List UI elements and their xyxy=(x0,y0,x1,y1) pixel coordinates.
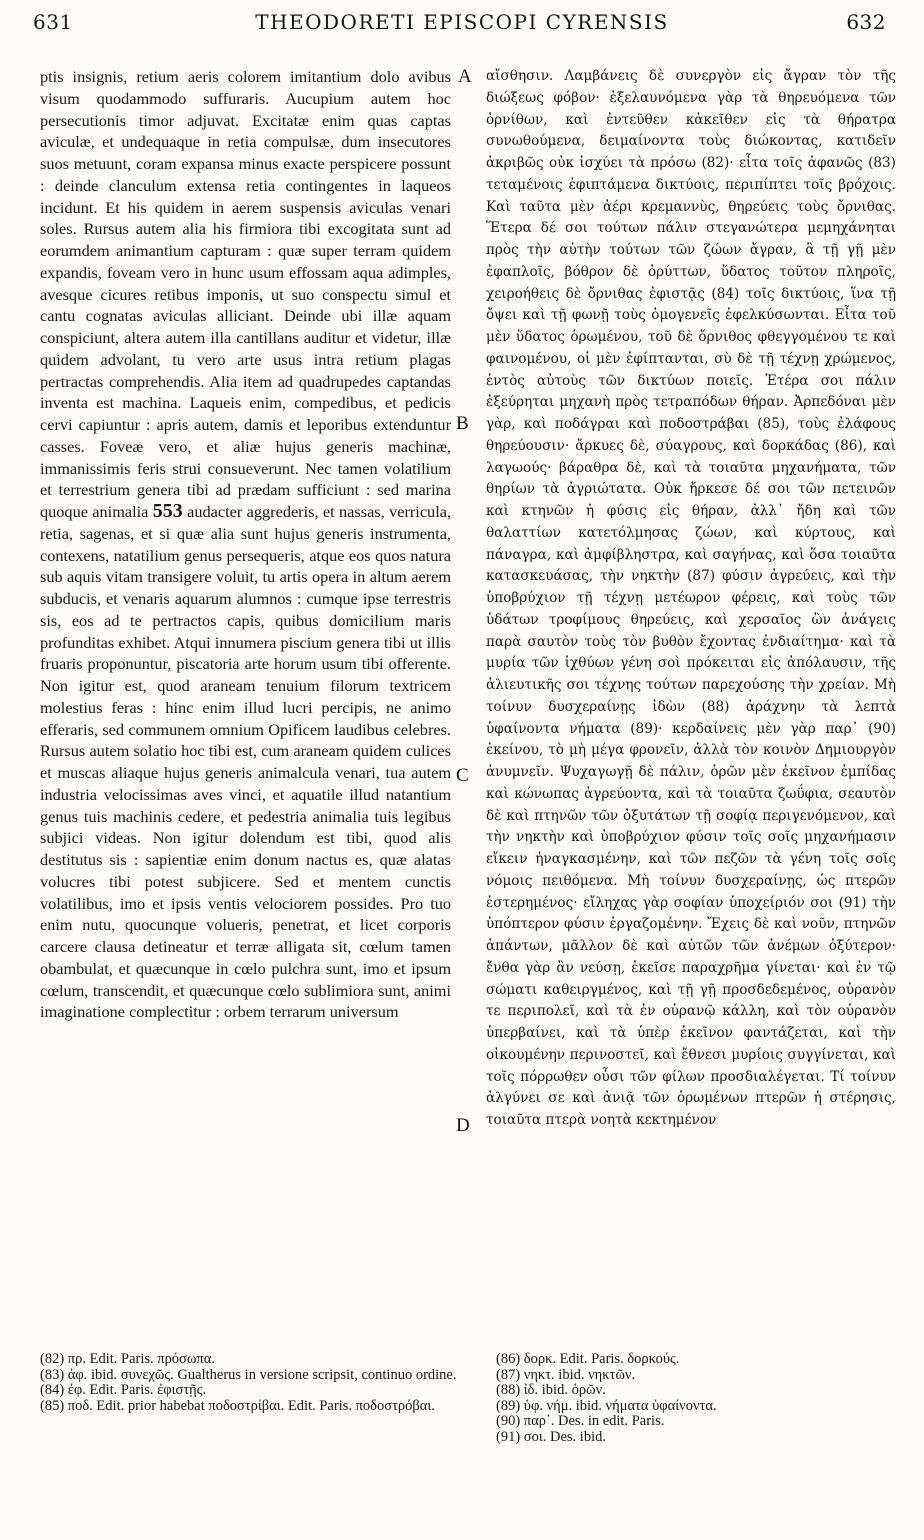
latin-text-part-2: audacter aggrederis, et nassas, verricula, retia, sagenas, et si quæ alia sunt hujus generis instrumenta, contexens, natatilium genus persequeris, atque eos quos natura sub aquis vitam transigere voluit, tu artis opera in altum aerem subducis, et venaris aquarum alumnos : cumque ipse terrestris sis, eos ad te pertractos capis, quibus domicilium maris profunditas exhibet. Atqui innumera piscium genera tibi ut illis fruaris proponuntur, piscatoria arte horum usum tibi offerente. Non igitur est, quod araneam tenuium filorum textricem molestius feras : hinc enim illud lucri percipis, ne animo efferaris, sed communem omnium Opificem laudibus celebres. Rursus autem solatio hoc tibi est, cum araneam quidem culices et muscas aliaque hujus generis animalcula venari, tua autem industria velocissimas aves vinci, et aquatile illud natantium genus tuis machinis cedere, et pedestria animalia tuis legibus subjici videas. Non igitur dolendum est tibi, quod alis destitutus sis : sapientiæ enim donum nactus es, quæ alatas volucres tibi potest subjicere. Sed et mentem cunctis volatilibus, imo et ipsis ventis velociorem possides. Pro tuo enim nutu, quocunque volueris, penetrat, et licet corporis carcere clausa detineatur et terræ alligata sit, cœlum tamen obambulat, et quæcunque in cœlo pulchra sunt, imo et ipsum cœlum, transcendit, et quæcunque cœlo sublimiora sunt, animi imaginatione complectitur : orbem terrarum universum xyxy=(40,502,451,1022)
footnote: (89) ὑφ. νήμ. ibid. νήματα ὑφαίνοντα. xyxy=(496,1397,717,1414)
greek-text: αἴσθησιν. Λαμβάνεις δὲ συνεργὸν εἰς ἄγραν τὸν τῆς διώξεως φόβον· ἐξελαυνόμενα γὰρ τὰ θηρευόμενα τῶν ὀρνίθων, καὶ ἐντεῦθεν κἀκεῖθεν εἰς τὰ θήρατρα συνωθούμενα, δειμαίνοντα τοὺς διώκοντας, κατιδεῖν ἀκριβῶς οὐκ ἰσχύει τὰ πρόσω (82)· εἶτα τοῖς ἀφανῶς (83) τεταμένοις ἐφιπτάμενα δικτύοις, περιπίπτει τοῖς βρόχοις. Καὶ ταῦτα μὲν ἀέρι κρεμαννὺς, θηρεύεις τοὺς ὄρνιθας. Ἕτερα δέ σοι τούτων πάλιν στεγανώτερα μεμηχάνηται πρὸς τὴν αὐτὴν τούτων τῶν ζώων ἄγραν, ἃ τῇ γῇ μὲν ἐφαπλοῖς, βόθρον δὲ ὀρύττων, ὕδατος τοῦτον πληροῖς, χειροήθεις δὲ ὄρνιθας ἐφιστᾷς (84) τοῖς δικτύοις, ἵνα τῇ ὄψει καὶ τῇ φωνῇ τοὺς ὁμογενεῖς ἐφελκύσωνται. Εἶτα τοῦ μὲν ὕδατος ὁρωμένου, τοῦ δὲ ὄρνιθος φθεγγομένου τε καὶ φαινομένου, οἱ μὲν ἐφίπτανται, σὺ δὲ τῇ τέχνῃ χρώμενος, ἐντὸς αὐτοὺς τῶν δικτύων ποιεῖς. Ἑτέρα σοι πάλιν ἐξεύρηται μηχανὴ πρὸς τετραπόδων θήραν. Ἀρπεδόναι μὲν γὰρ, καὶ ποδάγραι καὶ ποδοστράβαι (85), τοὺς ἐλάφους θηρεύουσιν· ἄρκυες δὲ, σύαγρους, καὶ δορκάδας (86), καὶ λαγωούς· βάραθρα δὲ, καὶ τὰ τοιαῦτα μηχανήματα, τῶν θηρίων τὰ ἀγριώτατα. Οὐκ ἤρκεσε δέ σοι τῶν πετεινῶν καὶ κτηνῶν ἡ φύσις εἰς θήραν, ἀλλ᾽ ἤδη καὶ τῶν θαλαττίων κατετόλμησας ζώων, καὶ κύρτους, καὶ πάναγρα, καὶ ἀμφίβληστρα, καὶ σαγήνας, καὶ ὅσα τοιαῦτα κατασκευάσας, τὴν νηκτὴν (87) φύσιν ἀγρεύεις, καὶ τὴν ὑποβρύχιον τῇ τέχνῃ μετέωρον φέρεις, καὶ τοὺς τῶν ὑδάτων τροφίμους θηρεύεις, καὶ χερσαῖος ὢν ἀνάγεις παρὰ σαυτὸν τοὺς τὸν βυθὸν ἔχοντας ἐνδιαίτημα· καὶ τὰ μυρία τῶν ἰχθύων γένη σοὶ πρόκειται εἰς ἀπόλαυσιν, τῆς ἁλιευτικῆς σοι τέχνης τούτων παρεχούσης τὴν χρείαν. Μὴ τοίνυν δυσχεραίνῃς ἰδὼν (88) ἀράχνην τὰ λεπτὰ ὑφαίνοντα νήματα (89)· κερδαίνεις μὲν γὰρ παρ᾽ (90) ἐκείνου, τὸ μὴ μέγα φρονεῖν, ἀλλὰ τὸν κοινὸν Δημιουργὸν ἀνυμνεῖν. Ψυχαγωγῇ δὲ πάλιν, ὁρῶν μὲν ἐκεῖνον ἐμπίδας καὶ κώνωπας ἀγρεύοντα, καὶ τὰ τοιαῦτα ζωΰφια, σεαυτὸν δὲ καὶ πτηνῶν τῶν ὀξυτάτων τῇ σοφίᾳ περιγενόμενον, καὶ τὴν νηκτὴν καὶ ὑποβρύχιον φύσιν τοῖς σοῖς μηχανήμασιν εἴκειν ἠναγκασμένην, καὶ τῶν πεζῶν τὰ γένη τοῖς σοῖς νόμοις πειθόμενα. Μὴ τοίνυν δυσχεραίνῃς, ὡς πτερῶν ἐστερημένος· εἴληχας γὰρ σοφίαν ὑποχείριόν σοι (91) τὴν ὑπόπτερον φύσιν ἐργαζομένην. Ἔχεις δὲ καὶ νοῦν, πτηνῶν ἁπάντων, μᾶλλον δὲ καὶ αὐτῶν τῶν ἀνέμων ὀξύτερον· ἔνθα γὰρ ἂν νεύσῃ, ἐκεῖσε παραχρῆμα γίνεται· καὶ ἐν τῷ σώματι καθειργμένος, καὶ τῇ γῇ προσδεδεμένος, οὐρανὸν τε περιπολεῖ, καὶ τὰ ἐν οὐρανῷ κάλλη, καὶ τὸν οὐρανὸν ὑπερβαίνει, καὶ τὰ ὑπὲρ ἐκεῖνον φαντάζεται, καὶ τὴν οἰκουμένην περινοστεῖ, καὶ ἔθνεσι μυρίοις συγγίνεται, καὶ τοῖς πόρρωθεν οὖσι τῶν φίλων προσδιαλέγεται. Τί τοίνυν ἀλγύνει σε καὶ ἀνιᾷ τῶν ὁρωμένων πτερῶν ἡ στέρησις, τοιαῦτα πτερὰ νοητὰ κεκτημένον xyxy=(486,68,896,1128)
page-number-right: 632 xyxy=(846,10,886,34)
page-number-left: 631 xyxy=(33,10,73,34)
footnote: (88) ἰδ. ibid. ὁρῶν. xyxy=(496,1382,606,1399)
footnote: (82) πρ. Edit. Paris. πρόσωπα. xyxy=(40,1351,215,1367)
running-title: THEODORETI EPISCOPI CYRENSIS xyxy=(255,10,669,34)
footnote: (87) νηκτ. ibid. νηκτῶν. xyxy=(496,1366,636,1383)
footnote: (91) σοι. Des. ibid. xyxy=(496,1428,606,1445)
footnote: (85) ποδ. Edit. prior habebat ποδοστρίβαι. Edit. Paris. ποδοστρόβαι. xyxy=(40,1397,435,1414)
footnote: (83) ἀφ. ibid. συνεχῶς. Gualtherus in versione scripsit, continuo ordine. xyxy=(40,1366,457,1383)
column-number-marker: 553 xyxy=(152,500,183,522)
footnote: (86) δορκ. Edit. Paris. δορκούς. xyxy=(496,1351,680,1367)
greek-column xyxy=(486,66,896,1236)
footnote: (84) ἐφ. Edit. Paris. ἐφιστῇς. xyxy=(40,1382,207,1399)
section-marker-b: B xyxy=(456,413,469,434)
footnote: (90) παρ᾽. Des. in edit. Paris. xyxy=(496,1413,665,1430)
footnotes-left xyxy=(40,1352,460,1414)
section-marker-d: D xyxy=(456,1115,470,1136)
running-header xyxy=(0,0,924,40)
latin-text-part-1: ptis insignis, retium aeris colorem imitantium dolo avibus visum quodammodo suffuraris. Aucupium autem hoc persecutionis timor adjuvat. Excitatæ enim quas captas aviculæ, et undequaque in retia compulsæ, dum insecutores suos metuunt, coram expansa minus exacte perspicere possunt : deinde clanculum extensa retia contingentes in laqueos incidunt. Et his quidem in aerem suspensis aviculas venari soles. Rursus autem alia his firmiora tibi excogitata sunt ad eorumdem animantium capturam : quæ super terram quidem expandis, foveam vero in hunc usum effossam aqua adimples, avesque cicures retibus imponis, ut suo conspectu simul et cantu cognatas aviculas alliciant. Deinde ubi illæ aquam conspiciunt, altera autem illa cantillans auditur et videtur, illæ quidem advolant, tu vero arte usus intra retium plagas pertractas comprehendis. Alia item ad quadrupedes captandas inventa est machina. Laqueis enim, compedibus, et pedicis cervi capiuntur : apris autem, damis et leporibus extenduntur casses. Foveæ vero, et aliæ hujus generis machinæ, immanissimis feris strui consueverunt. Nec tamen volatilium et terrestrium genera tibi ad prædam sufficiunt : sed marina quoque animalia xyxy=(40,67,451,521)
section-marker-c: C xyxy=(456,765,469,786)
footnotes-right xyxy=(496,1352,896,1446)
latin-column xyxy=(40,66,451,1236)
section-marker-a: A xyxy=(458,66,472,87)
latin-text xyxy=(40,66,451,1023)
